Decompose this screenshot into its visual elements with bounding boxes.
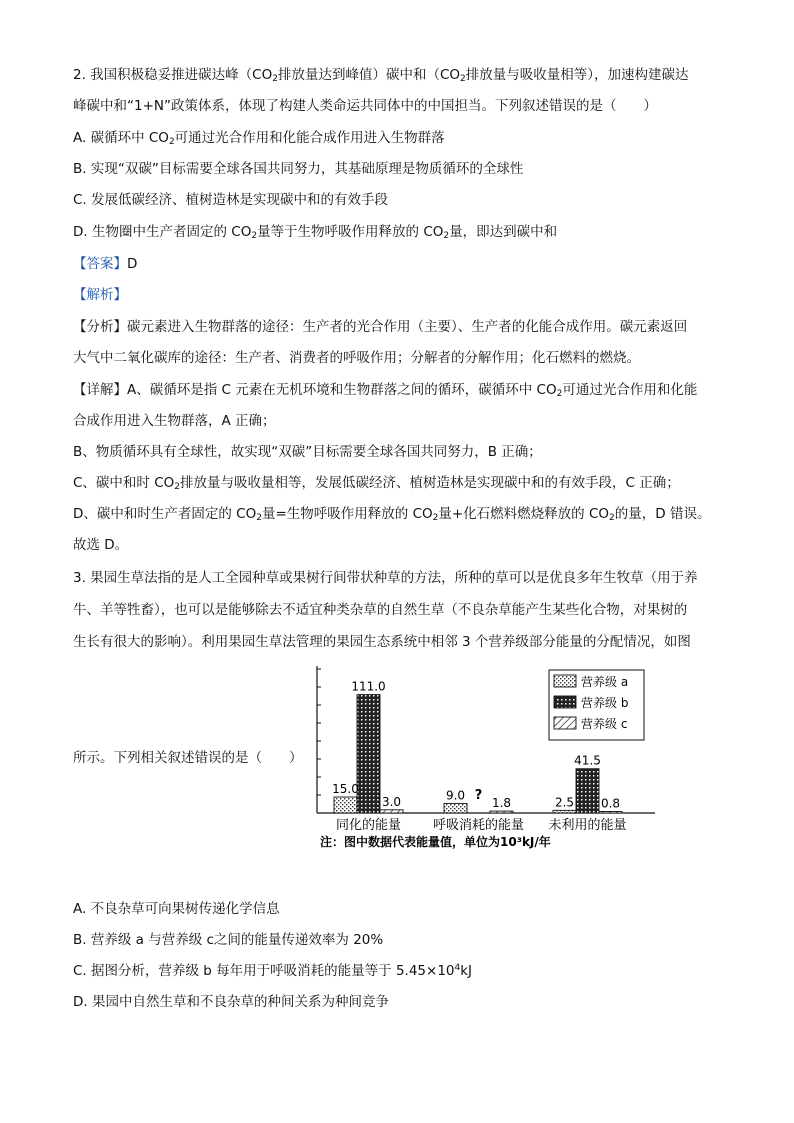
subscript: 2 xyxy=(556,389,563,399)
q3-stem-line3: 生长有很大的影响）。利用果园生草法管理的果园生态系统中相邻 3 个营养级部分能量的分配情况，如图 xyxy=(73,634,691,650)
q2-option-d xyxy=(73,223,557,241)
xiangjie-text: D、碳中和时生产者固定的 CO xyxy=(73,506,257,522)
legend-label: 营养级 a xyxy=(581,675,629,689)
xiangjie-text: 排放量与吸收量相等，发展低碳经济、植树造林是实现碳中和的有效手段，C 正确； xyxy=(180,475,680,491)
q3-stem-line2: 牛、羊等牲畜），也可以是能够除去不适宜种类杂草的自然生草（不良杂草能产生某些化合物，对果树的 xyxy=(73,602,688,618)
legend-swatch xyxy=(554,717,576,729)
q3-stem-line1: 3. 果园生草法指的是人工全园种草或果树行间带状种草的方法，所种的草可以是优良多年生牧草（用于养 xyxy=(73,570,698,586)
x-tick-label: 呼吸消耗的能量 xyxy=(432,818,525,833)
bar-b-0 xyxy=(357,695,380,813)
data-label: 3.0 xyxy=(381,794,402,809)
x-tick-label: 同化的能量 xyxy=(335,818,402,833)
bar-a-0 xyxy=(334,797,357,813)
xiangjie-text: 量=生物呼吸作用释放的 CO xyxy=(261,506,433,522)
data-label: 2.5 xyxy=(554,795,575,810)
q2-xiangjie-line1 xyxy=(73,381,697,399)
q2-xiangjie-line3: B、物质循环具有全球性，故实现“双碳”目标需要全球各国共同努力，B 正确； xyxy=(73,444,542,460)
bar-b-2 xyxy=(576,769,599,813)
xiangjie-text: C、碳中和时 CO xyxy=(73,475,175,491)
subscript: 2 xyxy=(168,137,175,147)
q3-stem-line4: 所示。下列相关叙述错误的是（ ） xyxy=(73,750,303,766)
unknown-value-label: ? xyxy=(474,788,483,803)
option-text: 量等于生物呼吸作用释放的 CO xyxy=(257,224,444,240)
xiangjie-text: A、碳循环是指 C 元素在无机环境和生物群落之间的循环，碳循环中 CO xyxy=(127,382,557,398)
option-text: A. 碳循环中 CO xyxy=(73,130,169,146)
option-text: D. 生物圈中生产者固定的 CO xyxy=(73,224,252,240)
q2-answer xyxy=(73,255,137,273)
q2-fenxi-line2: 大气中二氧化碳库的途径：生产者、消费者的呼吸作用；分解者的分解作用；化石燃料的燃烧。 xyxy=(73,350,640,366)
xiangjie-tag: 【详解】 xyxy=(73,382,127,398)
subscript: 2 xyxy=(256,513,262,523)
subscript: 2 xyxy=(460,74,466,84)
superscript: 4 xyxy=(454,963,461,973)
bar-c-2 xyxy=(599,812,622,814)
q3-option-a: A. 不良杂草可向果树传递化学信息 xyxy=(73,901,280,917)
q2-stem-text: 2. 我国积极稳妥推进碳达峰（CO xyxy=(73,67,273,83)
q3-option-c xyxy=(73,962,472,980)
energy-bar-chart xyxy=(300,662,680,852)
q2-xiangjie-line4 xyxy=(73,474,680,492)
q2-stem-text: 排放量达到峰值）碳中和（CO xyxy=(277,67,461,83)
subscript: 2 xyxy=(272,74,278,84)
option-text: 量，即达到碳中和 xyxy=(449,224,558,240)
q3-option-b: B. 营养级 a 与营养级 c之间的能量传递效率为 20% xyxy=(73,932,384,948)
q2-xiangjie-line5 xyxy=(73,505,710,523)
q3-option-d: D. 果园中自然生草和不良杂草的种间关系为种间竞争 xyxy=(73,994,389,1010)
bar-a-2 xyxy=(553,810,576,813)
data-label: 41.5 xyxy=(574,753,601,768)
chart-legend xyxy=(549,670,644,740)
answer-tag: 【答案】 xyxy=(73,256,127,272)
q2-option-b: B. 实现“双碳”目标需要全球各国共同努力，其基础原理是物质循环的全球性 xyxy=(73,161,524,177)
q2-analysis-tag: 【解析】 xyxy=(73,287,127,303)
xiangjie-text: 可通过光合作用和化能 xyxy=(562,382,698,398)
bar-a-1 xyxy=(444,803,467,813)
data-label: 0.8 xyxy=(600,796,621,811)
q2-option-c: C. 发展低碳经济、植树造林是实现碳中和的有效手段 xyxy=(73,192,389,208)
data-label: 111.0 xyxy=(351,679,386,694)
legend-label: 营养级 c xyxy=(581,717,628,731)
data-label: 15.0 xyxy=(332,782,359,796)
q2-stem-line2: 峰碳中和“1+N”政策体系，体现了构建人类命运共同体中的中国担当。下列叙述错误的是（ ） xyxy=(73,98,657,114)
xiangjie-text: 量+化石燃料燃烧释放的 CO xyxy=(438,506,610,522)
xiangjie-text: 的量，D 错误。 xyxy=(614,506,711,522)
legend-swatch xyxy=(554,696,576,708)
subscript: 2 xyxy=(174,482,181,492)
q2-stem-line1 xyxy=(73,66,689,84)
fenxi-tag: 【分析】 xyxy=(73,319,127,335)
q2-stem-text: 排放量与吸收量相等），加速构建碳达 xyxy=(465,67,689,83)
q2-xiangjie-line6: 故选 D。 xyxy=(73,537,129,553)
subscript: 2 xyxy=(251,231,258,241)
x-tick-label: 未利用的能量 xyxy=(548,818,627,833)
subscript: 2 xyxy=(443,231,450,241)
data-label: 9.0 xyxy=(445,788,466,803)
option-text: C. 据图分析，营养级 b 每年用于呼吸消耗的能量等于 5.45×10 xyxy=(73,963,455,979)
subscript: 2 xyxy=(609,513,615,523)
chart-note: 注：图中数据代表能量值，单位为10³kJ/年 xyxy=(320,835,551,849)
q2-option-a xyxy=(73,129,445,147)
answer-value: D xyxy=(127,256,138,272)
option-text: kJ xyxy=(460,963,473,979)
legend-label: 营养级 b xyxy=(581,696,629,710)
bar-c-0 xyxy=(380,810,403,813)
q2-xiangjie-line2: 合成作用进入生物群落，A 正确； xyxy=(73,413,276,429)
option-text: 可通过光合作用和化能合成作用进入生物群落 xyxy=(174,130,445,146)
q2-fenxi-line1 xyxy=(73,318,687,336)
bar-c-1 xyxy=(490,811,513,813)
data-label: 1.8 xyxy=(491,796,512,811)
legend-swatch xyxy=(554,675,576,687)
fenxi-text: 碳元素进入生物群落的途径：生产者的光合作用（主要）、生产者的化能合成作用。碳元素返回 xyxy=(127,319,688,335)
subscript: 2 xyxy=(432,513,439,523)
